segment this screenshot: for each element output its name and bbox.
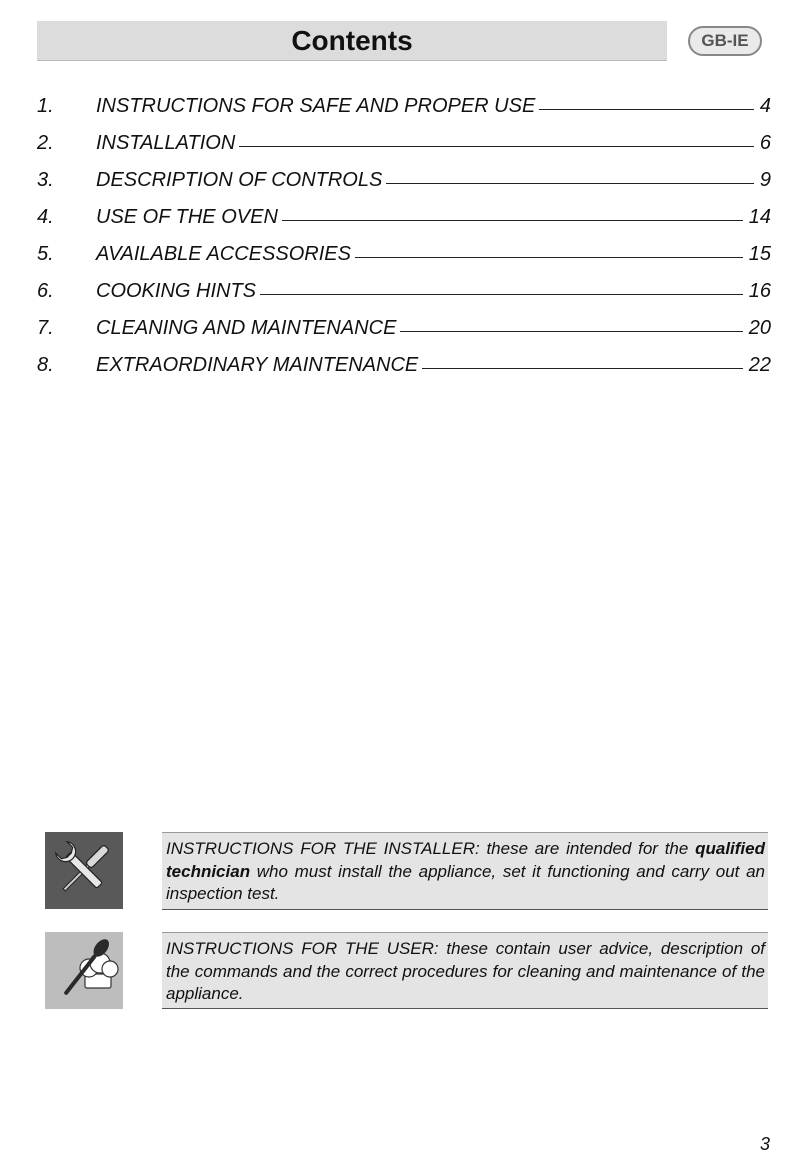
toc-entry-2[interactable] xyxy=(37,132,771,169)
table-of-contents xyxy=(37,95,771,391)
toc-leader-line xyxy=(355,257,743,258)
toc-entry-page: 15 xyxy=(748,243,771,265)
toc-entry-5[interactable] xyxy=(37,243,771,280)
toc-entry-3[interactable] xyxy=(37,169,771,206)
toc-entry-4[interactable] xyxy=(37,206,771,243)
toc-leader-line xyxy=(282,220,743,221)
region-badge: GB-IE xyxy=(688,26,762,56)
user-instructions-note xyxy=(162,932,768,1009)
page-title: Contents xyxy=(291,25,413,56)
toc-leader-line xyxy=(400,331,742,332)
toc-entry-number: 7. xyxy=(37,317,54,339)
toc-entry-page: 16 xyxy=(748,280,771,302)
wrench-screwdriver-icon xyxy=(45,832,123,909)
toc-entry-title: EXTRAORDINARY MAINTENANCE xyxy=(96,354,419,376)
toc-entry-number: 5. xyxy=(37,243,54,265)
toc-entry-7[interactable] xyxy=(37,317,771,354)
installer-instructions-note xyxy=(162,832,768,910)
toc-entry-title: INSTALLATION xyxy=(96,132,236,154)
toc-entry-title: USE OF THE OVEN xyxy=(96,206,278,228)
toc-entry-title: DESCRIPTION OF CONTROLS xyxy=(96,169,383,191)
toc-entry-title: COOKING HINTS xyxy=(96,280,257,302)
toc-leader-line xyxy=(239,146,754,147)
title-bar xyxy=(37,21,667,61)
toc-entry-title: INSTRUCTIONS FOR SAFE AND PROPER USE xyxy=(96,95,536,117)
toc-entry-page: 6 xyxy=(759,132,771,154)
toc-entry-number: 1. xyxy=(37,95,54,117)
toc-entry-number: 6. xyxy=(37,280,54,302)
installer-note-emphasis: qualified technician xyxy=(166,839,765,881)
toc-leader-line xyxy=(386,183,754,184)
toc-entry-page: 14 xyxy=(748,206,771,228)
toc-entry-6[interactable] xyxy=(37,280,771,317)
toc-entry-page: 4 xyxy=(759,95,771,117)
installer-note-text-end: who must install the appliance, set it functioning and carry out an inspection test. xyxy=(166,861,765,903)
toc-entry-8[interactable] xyxy=(37,354,771,391)
toc-entry-number: 4. xyxy=(37,206,54,228)
toc-entry-number: 3. xyxy=(37,169,54,191)
installer-note-text: INSTRUCTIONS FOR THE INSTALLER: these are intended for the xyxy=(166,839,696,858)
toc-entry-page: 9 xyxy=(759,169,771,191)
toc-entry-number: 8. xyxy=(37,354,54,376)
toc-leader-line xyxy=(260,294,743,295)
toc-entry-number: 2. xyxy=(37,132,54,154)
page-number: 3 xyxy=(759,1134,770,1154)
toc-entry-title: AVAILABLE ACCESSORIES xyxy=(96,243,351,265)
toc-entry-title: CLEANING AND MAINTENANCE xyxy=(96,317,397,339)
toc-entry-page: 20 xyxy=(748,317,771,339)
toc-leader-line xyxy=(539,109,754,110)
toc-leader-line xyxy=(422,368,742,369)
chef-hat-spoon-icon xyxy=(45,932,123,1009)
toc-entry-page: 22 xyxy=(748,354,771,376)
toc-entry-1[interactable] xyxy=(37,95,771,132)
user-note-text: INSTRUCTIONS FOR THE USER: these contain user advice, description of the commands and the correct procedures for cleaning and maintenance of the appliance. xyxy=(166,939,765,1003)
